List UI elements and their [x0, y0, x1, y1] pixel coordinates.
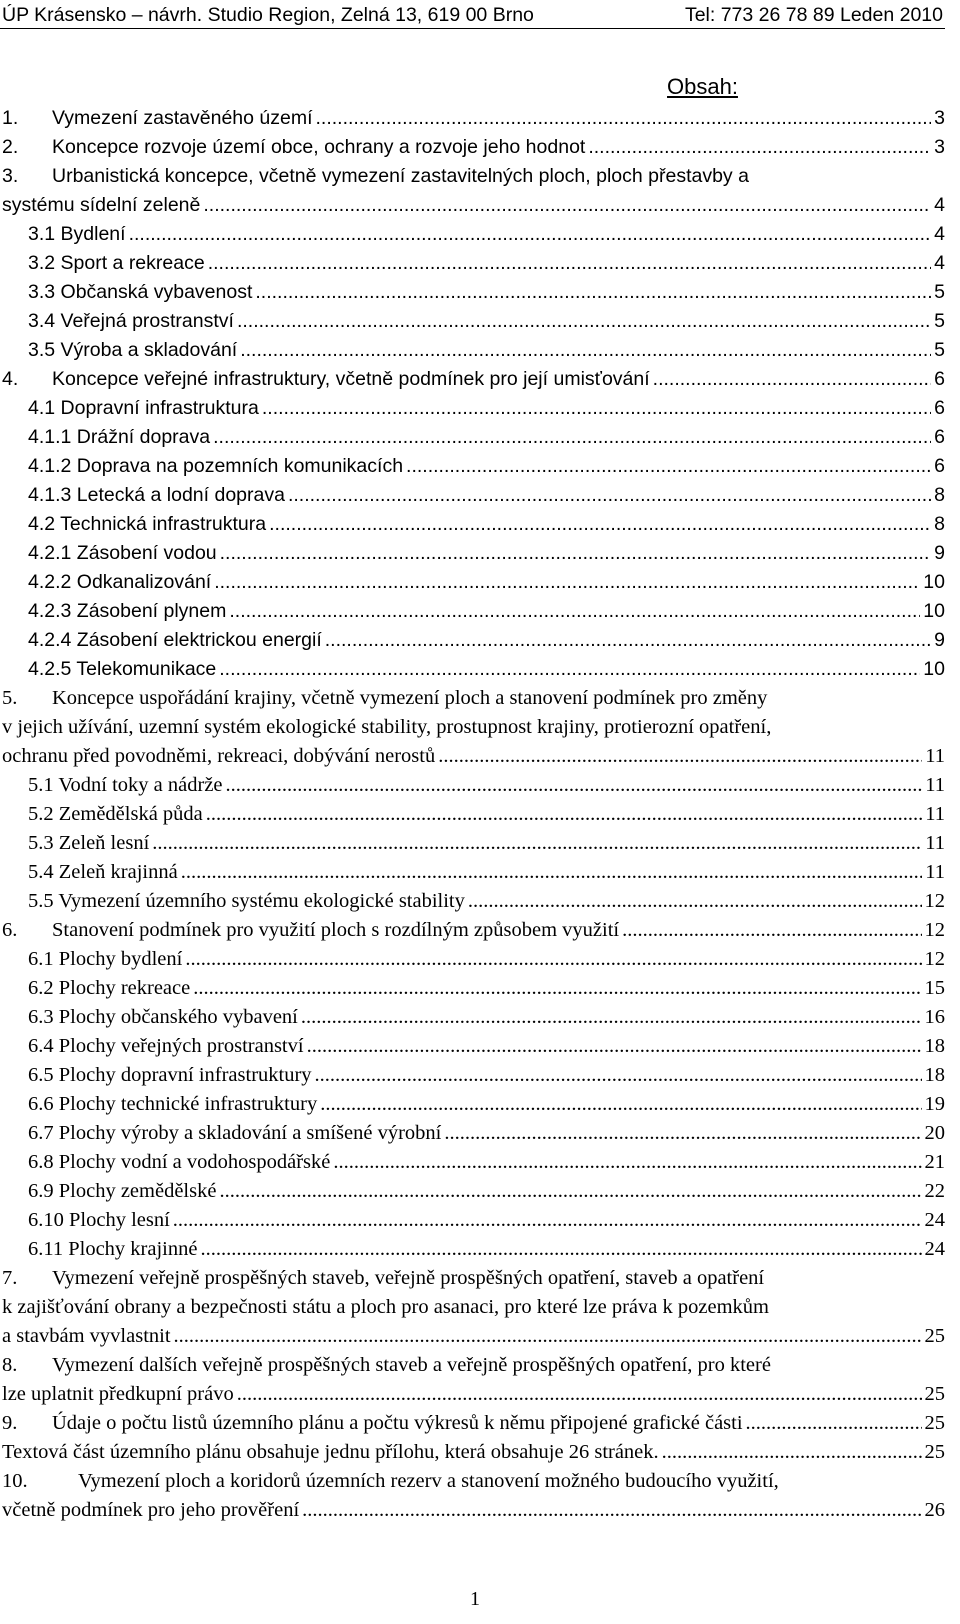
- toc-entry-page: 20: [924, 1122, 945, 1144]
- toc-entry-page: 25: [924, 1325, 945, 1347]
- toc-entry-page: 11: [925, 745, 945, 767]
- dot-leader: [307, 1032, 922, 1061]
- dot-leader: [185, 945, 921, 974]
- toc-entry: [0, 1351, 960, 1380]
- toc-entry-text: 3.2 Sport a rekreace: [28, 252, 205, 274]
- toc-entry-text: Vymezení zastavěného území: [52, 107, 313, 129]
- toc-entry-text: v jejich užívání, uzemní systém ekologické stability, prostupnost krajiny, protierozní opatření,: [2, 716, 772, 738]
- toc-entry-text: 4.1.3 Letecká a lodní doprava: [28, 484, 285, 506]
- dot-leader: [152, 829, 922, 858]
- toc-entry: [0, 423, 960, 452]
- toc-entry-page: 24: [924, 1209, 945, 1231]
- dot-leader: [438, 742, 922, 771]
- dot-leader: [129, 220, 932, 249]
- toc-entry-text: 4.2.3 Zásobení plynem: [28, 600, 227, 622]
- toc-entry: [0, 1119, 960, 1148]
- toc-entry-text: 6.11 Plochy krajinné: [28, 1238, 198, 1260]
- toc-entry-text: Koncepce rozvoje území obce, ochrany a rozvoje jeho hodnot: [52, 136, 586, 158]
- toc-entry-page: 6: [934, 368, 945, 390]
- toc-entry-number: 3.: [2, 165, 19, 187]
- toc-entry-page: 16: [924, 1006, 945, 1028]
- toc-entry-text: 4.2.4 Zásobení elektrickou energií: [28, 629, 322, 651]
- toc-entry: [0, 1206, 960, 1235]
- toc-entry-text: včetně podmínek pro jeho prověření: [2, 1499, 300, 1521]
- toc-entry-number: 10.: [2, 1470, 28, 1492]
- toc-entry: [0, 1003, 960, 1032]
- toc-entry-page: 22: [924, 1180, 945, 1202]
- page-number: 1: [470, 1588, 480, 1610]
- toc-entry-page: 11: [925, 774, 945, 796]
- toc-entry: [0, 539, 960, 568]
- toc-entry-page: 15: [924, 977, 945, 999]
- toc-entry-page: 25: [924, 1412, 945, 1434]
- toc-entry-number: 4.: [2, 368, 19, 390]
- toc-entry-page: 8: [934, 484, 945, 506]
- toc-entry: [0, 1061, 960, 1090]
- toc-entry-text: 6.3 Plochy občanského vybavení: [28, 1006, 298, 1028]
- dot-leader: [622, 916, 921, 945]
- toc-entry: [0, 1409, 960, 1438]
- dot-leader: [316, 104, 932, 133]
- toc-entry-text: 4.1.1 Drážní doprava: [28, 426, 211, 448]
- toc-entry-page: 11: [925, 803, 945, 825]
- toc-entry-text: 3.1 Bydlení: [28, 223, 126, 245]
- toc-entry: [0, 945, 960, 974]
- toc-entry-text: 5.3 Zeleň lesní: [28, 832, 150, 854]
- header-right: Tel: 773 26 78 89 Leden 2010: [684, 4, 943, 26]
- toc-entry: [0, 568, 960, 597]
- toc-entry-text: systému sídelní zeleně: [2, 194, 201, 216]
- toc-title: Obsah:: [667, 74, 738, 99]
- toc-entry-text: 4.2 Technická infrastruktura: [28, 513, 267, 535]
- dot-leader: [269, 510, 931, 539]
- toc-entry: [0, 800, 960, 829]
- dot-leader: [181, 858, 923, 887]
- dot-leader: [444, 1119, 921, 1148]
- toc-entry-page: 9: [934, 629, 945, 651]
- toc-entry: [0, 394, 960, 423]
- toc-entry-text: Koncepce uspořádání krajiny, včetně vymezení ploch a stanovení podmínek pro změny: [52, 687, 768, 709]
- toc-entry-page: 19: [924, 1093, 945, 1115]
- toc-entry: [0, 307, 960, 336]
- toc-entry-text: Údaje o počtu listů územního plánu a počtu výkresů k němu připojené grafické části: [52, 1412, 743, 1434]
- toc-entry: [0, 191, 960, 220]
- dot-leader: [302, 1496, 921, 1525]
- dot-leader: [320, 1090, 921, 1119]
- toc-entry-page: 18: [924, 1064, 945, 1086]
- toc-entry-text: 4.2.2 Odkanalizování: [28, 571, 212, 593]
- toc-entry-text: 6.5 Plochy dopravní infrastruktury: [28, 1064, 312, 1086]
- toc-entry-text: ochranu před povodněmi, rekreaci, dobývání nerostů: [2, 745, 436, 767]
- toc-entry: [0, 626, 960, 655]
- dot-leader: [588, 133, 931, 162]
- dot-leader: [220, 539, 932, 568]
- dot-leader: [662, 1438, 922, 1467]
- toc-entry-text: 5.2 Zemědělská půda: [28, 803, 203, 825]
- toc-entry-page: 10: [923, 658, 945, 680]
- toc-entry-number: 2.: [2, 136, 19, 158]
- toc-entry-page: 26: [924, 1499, 945, 1521]
- dot-leader: [653, 365, 931, 394]
- dot-leader: [219, 655, 920, 684]
- toc-entry-page: 4: [934, 194, 945, 216]
- toc-entry-text: Urbanistická koncepce, včetně vymezení zastavitelných ploch, ploch přestavby a: [52, 165, 749, 187]
- toc-entry-text: 3.3 Občanská vybavenost: [28, 281, 253, 303]
- toc-entry: [0, 1467, 960, 1496]
- toc-entry-page: 6: [934, 397, 945, 419]
- toc-entry-page: 10: [923, 600, 945, 622]
- toc-entry: [0, 887, 960, 916]
- toc-entry-text: 3.5 Výroba a skladování: [28, 339, 238, 361]
- toc-entry: [0, 162, 960, 191]
- toc-entry: [0, 713, 960, 742]
- dot-leader: [200, 1235, 921, 1264]
- dot-leader: [262, 394, 931, 423]
- toc-entry: [0, 1090, 960, 1119]
- toc-entry: [0, 365, 960, 394]
- toc-entry: [0, 1032, 960, 1061]
- toc-entry-page: 5: [934, 310, 945, 332]
- dot-leader: [468, 887, 922, 916]
- toc-entry-number: 7.: [2, 1267, 18, 1289]
- toc-entry: [0, 771, 960, 800]
- toc-entry-number: 1.: [2, 107, 19, 129]
- toc-entry: [0, 684, 960, 713]
- toc-entry-text: Vymezení veřejně prospěšných staveb, veřejně prospěšných opatření, staveb a opatření: [52, 1267, 765, 1289]
- toc-entry-text: 3.4 Veřejná prostranství: [28, 310, 234, 332]
- toc-entry: [0, 1380, 960, 1409]
- table-of-contents: [0, 104, 960, 1525]
- toc-entry: [0, 133, 960, 162]
- dot-leader: [214, 568, 920, 597]
- toc-entry-text: 6.1 Plochy bydlení: [28, 948, 183, 970]
- toc-entry-page: 3: [934, 136, 945, 158]
- dot-leader: [240, 336, 931, 365]
- toc-entry-text: 4.2.5 Telekomunikace: [28, 658, 217, 680]
- dot-leader: [203, 191, 931, 220]
- toc-entry-page: 3: [934, 107, 945, 129]
- toc-entry-page: 25: [924, 1383, 945, 1405]
- toc-entry: [0, 481, 960, 510]
- toc-entry: [0, 916, 960, 945]
- toc-entry-text: 4.1.2 Doprava na pozemních komunikacích: [28, 455, 404, 477]
- toc-entry: [0, 742, 960, 771]
- dot-leader: [206, 800, 922, 829]
- toc-entry: [0, 974, 960, 1003]
- dot-leader: [213, 423, 931, 452]
- dot-leader: [237, 1380, 922, 1409]
- toc-entry: [0, 510, 960, 539]
- toc-entry-page: 10: [923, 571, 945, 593]
- toc-entry: [0, 1148, 960, 1177]
- dot-leader: [333, 1148, 921, 1177]
- toc-entry-text: 6.10 Plochy lesní: [28, 1209, 170, 1231]
- toc-entry-text: 6.7 Plochy výroby a skladování a smíšené výrobní: [28, 1122, 442, 1144]
- toc-entry: [0, 829, 960, 858]
- toc-entry: [0, 104, 960, 133]
- toc-entry: [0, 278, 960, 307]
- dot-leader: [208, 249, 931, 278]
- toc-entry-page: 12: [924, 948, 945, 970]
- toc-entry-text: 5.1 Vodní toky a nádrže: [28, 774, 223, 796]
- toc-entry-text: 6.8 Plochy vodní a vodohospodářské: [28, 1151, 331, 1173]
- dot-leader: [325, 626, 931, 655]
- toc-entry-page: 18: [924, 1035, 945, 1057]
- dot-leader: [174, 1322, 922, 1351]
- toc-entry: [0, 1293, 960, 1322]
- toc-entry: [0, 655, 960, 684]
- toc-entry-page: 4: [934, 223, 945, 245]
- dot-leader: [193, 974, 921, 1003]
- toc-entry-text: 6.4 Plochy veřejných prostranství: [28, 1035, 304, 1057]
- page-header: [0, 2, 945, 29]
- toc-entry-text: 6.2 Plochy rekreace: [28, 977, 191, 999]
- toc-entry-text: lze uplatnit předkupní právo: [2, 1383, 234, 1405]
- dot-leader: [237, 307, 931, 336]
- toc-entry-text: 4.1 Dopravní infrastruktura: [28, 397, 259, 419]
- toc-entry: [0, 1235, 960, 1264]
- header-left: ÚP Krásensko – návrh. Studio Region, Zelná 13, 619 00 Brno: [2, 4, 534, 26]
- toc-entry-number: 5.: [2, 687, 18, 709]
- toc-entry-page: 5: [934, 339, 945, 361]
- toc-entry: [0, 249, 960, 278]
- toc-entry-page: 4: [934, 252, 945, 274]
- toc-entry-text: Vymezení ploch a koridorů územních rezerv a stanovení možného budoucího využití,: [78, 1470, 779, 1492]
- dot-leader: [255, 278, 931, 307]
- toc-entry-text: 4.2.1 Zásobení vodou: [28, 542, 217, 564]
- toc-entry-text: Koncepce veřejné infrastruktury, včetně podmínek pro její umisťování: [52, 368, 650, 390]
- toc-entry-page: 11: [925, 832, 945, 854]
- toc-entry-page: 8: [934, 513, 945, 535]
- toc-entry: [0, 1322, 960, 1351]
- toc-entry-text: 5.5 Vymezení územního systému ekologické stability: [28, 890, 465, 912]
- toc-entry-page: 9: [934, 542, 945, 564]
- toc-entry-page: 25: [924, 1441, 945, 1463]
- toc-entry-text: 6.9 Plochy zemědělské: [28, 1180, 217, 1202]
- toc-entry-text: 6.6 Plochy technické infrastruktury: [28, 1093, 318, 1115]
- toc-entry-number: 8.: [2, 1354, 18, 1376]
- toc-entry: [0, 1177, 960, 1206]
- dot-leader: [229, 597, 920, 626]
- toc-entry-text: a stavbám vyvlastnit: [2, 1325, 171, 1347]
- dot-leader: [315, 1061, 922, 1090]
- toc-entry-text: 5.4 Zeleň krajinná: [28, 861, 178, 883]
- toc-entry: [0, 597, 960, 626]
- dot-leader: [219, 1177, 921, 1206]
- toc-entry-page: 21: [924, 1151, 945, 1173]
- toc-entry-page: 24: [924, 1238, 945, 1260]
- toc-entry-page: 6: [934, 426, 945, 448]
- toc-entry-page: 12: [924, 919, 945, 941]
- toc-entry: [0, 1264, 960, 1293]
- toc-entry-text: k zajišťování obrany a bezpečnosti státu a ploch pro asanaci, pro které lze práva k pozemkům: [2, 1296, 769, 1318]
- toc-entry-page: 11: [925, 861, 945, 883]
- toc-entry-number: 6.: [2, 919, 18, 941]
- toc-entry: [0, 858, 960, 887]
- toc-entry-page: 5: [934, 281, 945, 303]
- toc-entry: [0, 336, 960, 365]
- toc-entry: [0, 220, 960, 249]
- toc-entry: [0, 452, 960, 481]
- dot-leader: [173, 1206, 922, 1235]
- dot-leader: [301, 1003, 922, 1032]
- toc-entry-text: Vymezení dalších veřejně prospěšných staveb a veřejně prospěšných opatření, pro které: [52, 1354, 771, 1376]
- toc-entry: [0, 1438, 960, 1467]
- toc-entry-number: 9.: [2, 1412, 18, 1434]
- toc-entry-page: 6: [934, 455, 945, 477]
- dot-leader: [746, 1409, 922, 1438]
- toc-entry: [0, 1496, 960, 1525]
- toc-entry-page: 12: [924, 890, 945, 912]
- dot-leader: [406, 452, 931, 481]
- dot-leader: [226, 771, 923, 800]
- toc-entry-text: Textová část územního plánu obsahuje jednu přílohu, která obsahuje 26 stránek.: [2, 1441, 659, 1463]
- toc-entry-text: Stanovení podmínek pro využití ploch s rozdílným způsobem využití: [52, 919, 620, 941]
- dot-leader: [288, 481, 931, 510]
